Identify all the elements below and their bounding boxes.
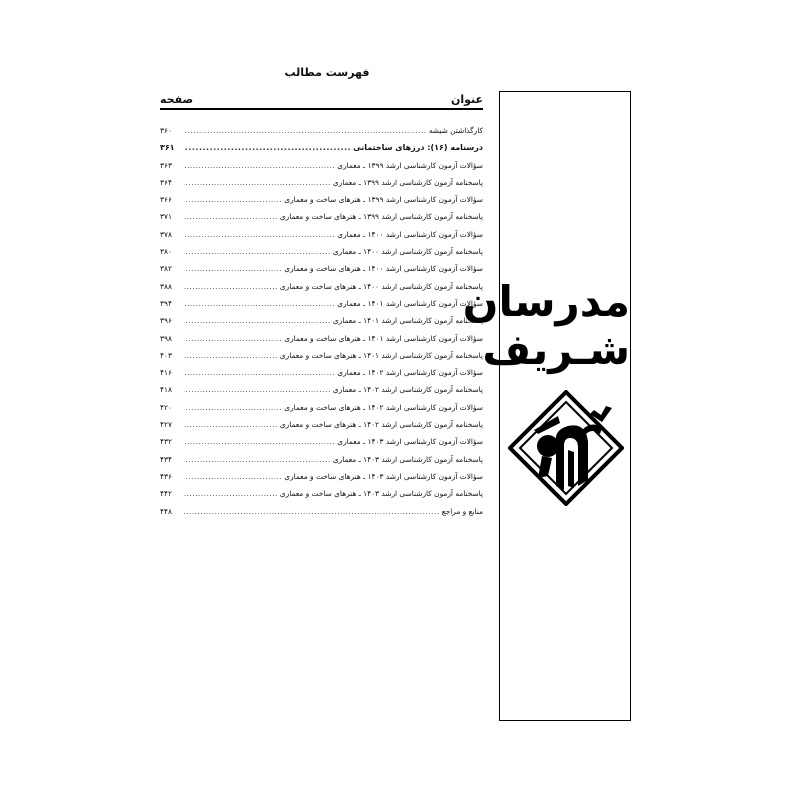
toc-row — [160, 330, 483, 347]
toc-row — [160, 433, 483, 450]
toc-entry-page: ۴۴۸ — [160, 506, 172, 516]
toc-leader-dots — [184, 399, 282, 416]
toc-entry-page: ۳۷۱ — [160, 212, 172, 222]
toc-header-title: عنوان — [450, 93, 483, 106]
toc-leader-dots — [184, 260, 282, 277]
toc-entry-title: سؤالات آزمون کارشناسی ارشد ۱۴۰۲ ـ هنرهای ساخت و معماری — [284, 402, 483, 412]
toc-entry-title: سؤالات آزمون کارشناسی ارشد ۱۴۰۱ ـ هنرهای ساخت و معماری — [284, 333, 483, 343]
toc-row — [160, 139, 483, 156]
toc-entry-title: پاسخنامه آزمون کارشناسی ارشد ۱۴۰۰ ـ معماری — [332, 247, 483, 257]
toc-entry-title: درسنامه (۱۶): درزهای ساختمانی — [353, 143, 483, 153]
toc-entry-title: پاسخنامه آزمون کارشناسی ارشد ۱۳۹۹ ـ هنرهای ساخت و معماری — [279, 212, 483, 222]
toc-entry-page: ۴۴۲ — [160, 489, 172, 499]
toc-leader-dots — [184, 381, 331, 398]
toc-entry-title: پاسخنامه آزمون کارشناسی ارشد ۱۳۹۹ ـ معماری — [332, 177, 483, 187]
toc-entry-title: پاسخنامه آزمون کارشناسی ارشد ۱۴۰۲ ـ هنرهای ساخت و معماری — [279, 420, 483, 430]
toc-row — [160, 347, 483, 364]
toc-entry-page: ۳۶۳ — [160, 160, 172, 170]
sharif-logo-icon — [508, 390, 624, 506]
toc-leader-dots — [184, 157, 335, 174]
toc-leader-dots — [184, 347, 278, 364]
toc-entry-title: سؤالات آزمون کارشناسی ارشد ۱۴۰۱ ـ معماری — [337, 298, 483, 308]
toc-entry-page: ۳۶۰ — [160, 126, 172, 135]
toc-title: فهرست مطالب — [284, 66, 370, 79]
toc-header — [160, 90, 483, 110]
toc-entry-page: ۳۸۲ — [160, 264, 172, 274]
toc-entry-title: سؤالات آزمون کارشناسی ارشد ۱۴۰۰ ـ معماری — [337, 229, 483, 239]
brand-line-1: مدرسان — [462, 277, 630, 326]
toc-entry-page: ۳۸۰ — [160, 247, 172, 257]
toc-entry-title: پاسخنامه آزمون کارشناسی ارشد ۱۴۰۱ ـ معماری — [332, 316, 483, 326]
toc-entry-page: ۳۸۸ — [160, 281, 172, 291]
toc-entry-title: پاسخنامه آزمون کارشناسی ارشد ۱۴۰۳ ـ معماری — [332, 454, 483, 464]
toc-entry-title: سؤالات آزمون کارشناسی ارشد ۱۴۰۰ ـ هنرهای ساخت و معماری — [284, 264, 483, 274]
toc-entry-page: ۴۱۸ — [160, 385, 172, 395]
toc-entry-title: کارگذاشتن شیشه — [428, 126, 483, 135]
toc-entry-page: ۴۳۴ — [160, 454, 172, 464]
toc-entry-page: ۴۲۷ — [160, 420, 172, 430]
toc-entry-page: ۳۹۴ — [160, 298, 172, 308]
toc-leader-dots — [184, 174, 331, 191]
toc-entry-title: سؤالات آزمون کارشناسی ارشد ۱۴۰۲ ـ معماری — [337, 368, 483, 378]
toc-row — [160, 503, 483, 520]
toc-header-page: صفحه — [160, 93, 194, 106]
table-of-contents — [160, 90, 483, 520]
toc-leader-dots — [184, 330, 282, 347]
toc-entry-page: ۳۷۸ — [160, 229, 172, 239]
toc-leader-dots — [184, 503, 440, 520]
toc-leader-dots — [184, 208, 278, 225]
toc-row — [160, 451, 483, 468]
toc-leader-dots — [184, 191, 282, 208]
toc-entry-title: سؤالات آزمون کارشناسی ارشد ۱۳۹۹ ـ معماری — [337, 160, 483, 170]
toc-entry-page: ۴۳۲ — [160, 437, 172, 447]
toc-row — [160, 416, 483, 433]
toc-row — [160, 260, 483, 277]
toc-entry-page: ۳۶۶ — [160, 195, 172, 205]
toc-leader-dots — [184, 139, 351, 156]
toc-entry-title: پاسخنامه آزمون کارشناسی ارشد ۱۴۰۰ ـ هنرهای ساخت و معماری — [279, 281, 483, 291]
brand-line-2: شـریف — [482, 325, 630, 374]
toc-leader-dots — [184, 312, 331, 329]
toc-entry-page: ۳۶۴ — [160, 177, 172, 187]
toc-entry-page: ۳۹۸ — [160, 333, 172, 343]
toc-row — [160, 485, 483, 502]
toc-leader-dots — [184, 416, 278, 433]
toc-entry-title: منابع و مراجع — [441, 506, 483, 516]
toc-entry-title: سؤالات آزمون کارشناسی ارشد ۱۴۰۳ ـ معماری — [337, 437, 483, 447]
toc-row — [160, 399, 483, 416]
toc-row — [160, 243, 483, 260]
toc-row — [160, 364, 483, 381]
toc-entry-title: سؤالات آزمون کارشناسی ارشد ۱۳۹۹ ـ هنرهای ساخت و معماری — [284, 195, 483, 205]
toc-entry-title: پاسخنامه آزمون کارشناسی ارشد ۱۴۰۱ ـ هنرهای ساخت و معماری — [279, 350, 483, 360]
toc-leader-dots — [184, 468, 282, 485]
toc-entry-page: ۴۲۰ — [160, 402, 172, 412]
toc-entry-page: ۴۱۶ — [160, 368, 172, 378]
toc-leader-dots — [184, 451, 331, 468]
toc-entry-page: ۴۰۳ — [160, 350, 172, 360]
toc-leader-dots — [184, 295, 335, 312]
toc-entry-page: ۳۹۶ — [160, 316, 172, 326]
toc-row — [160, 468, 483, 485]
toc-leader-dots — [184, 364, 335, 381]
toc-row — [160, 226, 483, 243]
toc-leader-dots — [184, 485, 278, 502]
toc-row — [160, 278, 483, 295]
toc-leader-dots — [184, 278, 278, 295]
toc-row — [160, 174, 483, 191]
toc-entry-title: پاسخنامه آزمون کارشناسی ارشد ۱۴۰۲ ـ معماری — [332, 385, 483, 395]
toc-row — [160, 122, 483, 139]
toc-entry-page: ۳۶۱ — [160, 143, 175, 153]
toc-entry-page: ۴۳۶ — [160, 471, 172, 481]
toc-row — [160, 191, 483, 208]
toc-leader-dots — [184, 122, 427, 139]
toc-row — [160, 295, 483, 312]
toc-row — [160, 381, 483, 398]
toc-row — [160, 157, 483, 174]
toc-list — [160, 122, 483, 520]
toc-leader-dots — [184, 226, 335, 243]
toc-entry-title: سؤالات آزمون کارشناسی ارشد ۱۴۰۳ ـ هنرهای ساخت و معماری — [284, 471, 483, 481]
toc-leader-dots — [184, 433, 335, 450]
toc-entry-title: پاسخنامه آزمون کارشناسی ارشد ۱۴۰۳ ـ هنرهای ساخت و معماری — [279, 489, 483, 499]
toc-row — [160, 208, 483, 225]
toc-row — [160, 312, 483, 329]
toc-leader-dots — [184, 243, 331, 260]
